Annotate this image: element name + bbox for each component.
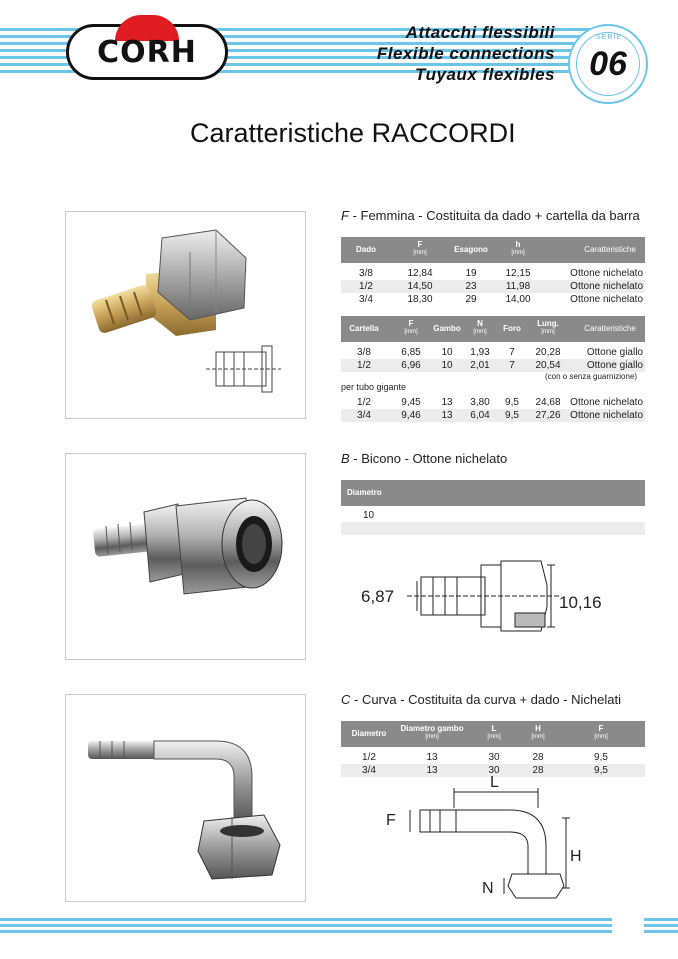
- col-header: Caratteristiche: [584, 324, 636, 333]
- title-french: Tuyaux flexibles: [415, 65, 555, 84]
- series-badge: [568, 24, 648, 104]
- brand-name: CORH: [97, 34, 197, 70]
- table-c: [341, 721, 645, 777]
- section-c-title: - Curva - Costituita da curva + dado - Nichelati: [350, 692, 621, 707]
- dim-bicone-right: 10,16: [559, 593, 602, 612]
- table-row: 1/2 13 30 28 9,5: [362, 752, 608, 763]
- dim-curve-f: F: [386, 812, 396, 829]
- title-italian: Attacchi flessibili: [405, 23, 555, 42]
- table-b-header: [341, 480, 645, 506]
- col-header: N [mm]: [473, 319, 487, 335]
- series-number: 06: [589, 44, 627, 83]
- section-c-heading: [341, 692, 621, 707]
- photo-female-fitting: [65, 211, 306, 419]
- table-f-nuts-header: [341, 237, 645, 263]
- page-title: Caratteristiche RACCORDI: [190, 118, 516, 148]
- col-header: F [mm]: [404, 319, 418, 335]
- col-header: F [mm]: [594, 724, 608, 740]
- photo-curved-fitting: [65, 694, 306, 902]
- catalog-titles: [377, 22, 555, 85]
- series-word: SERIE: [596, 34, 623, 41]
- title-english: Flexible connections: [376, 44, 555, 63]
- section-f-title: - Femmina - Costituita da dado + cartella da barra: [348, 208, 640, 223]
- section-b-title: - Bicono - Ottone nichelato: [349, 451, 508, 466]
- col-header: Gambo: [433, 324, 461, 333]
- col-header: Esagono: [454, 245, 488, 254]
- table-row: 3/4 18,30 29 14,00 Ottone nichelato: [359, 294, 643, 305]
- table-f-flares-header: [341, 316, 645, 342]
- drawing-curve: [370, 774, 590, 908]
- table-b: [341, 480, 645, 535]
- col-header: H [mm]: [531, 724, 545, 740]
- section-b-heading: [341, 451, 507, 466]
- col-header: Foro: [503, 324, 521, 333]
- table-c-header: [341, 721, 645, 747]
- table-f-nuts: [341, 237, 645, 306]
- section-f-code: F: [341, 208, 349, 223]
- brand-logo: [66, 24, 228, 80]
- photo-bicone-fitting: [65, 453, 306, 660]
- table-row: 3/8 12,84 19 12,15 Ottone nichelato: [359, 268, 643, 279]
- col-header: F [mm]: [413, 240, 427, 256]
- table-row: 10: [363, 510, 375, 521]
- col-header: Lung. [mm]: [537, 319, 559, 335]
- col-header: Caratteristiche: [584, 245, 636, 254]
- table-row: 3/4 13 30 28 9,5: [341, 764, 645, 777]
- col-header: L [mm]: [487, 724, 501, 740]
- dim-curve-h: H: [570, 848, 582, 865]
- table-row: 3/4 9,46 13 6,04 9,5 27,26 Ottone nichelato: [341, 409, 645, 422]
- section-f-heading: [341, 208, 640, 223]
- table-note: (con o senza guarnizione): [545, 372, 638, 381]
- table-subheading: per tubo gigante: [341, 382, 407, 392]
- table-row: 1/2 6,96 10 2,01 7 20,54 Ottone giallo: [341, 359, 645, 372]
- section-b-code: B: [341, 451, 350, 466]
- col-header: Diametro: [347, 488, 382, 497]
- table-row: 1/2 14,50 23 11,98 Ottone nichelato: [341, 280, 645, 293]
- dim-curve-n: N: [482, 880, 494, 897]
- dim-bicone-left: 6,87: [361, 587, 395, 606]
- table-row-empty: [341, 522, 645, 535]
- section-c-code: C: [341, 692, 351, 707]
- dim-curve-l: L: [490, 774, 499, 791]
- col-header: Diametro: [351, 729, 387, 738]
- table-f-flares: [341, 316, 645, 421]
- badge-ring: [576, 32, 640, 96]
- table-row: 1/2 9,45 13 3,80 9,5 24,68 Ottone nichelato: [357, 397, 643, 408]
- table-row: 3/8 6,85 10 1,93 7 20,28 Ottone giallo: [357, 347, 643, 358]
- footer-stripes: [0, 918, 678, 938]
- col-header: h [mm]: [511, 240, 525, 256]
- col-header: Dado: [356, 245, 376, 254]
- drawing-bicone: [341, 555, 641, 650]
- col-header: Diametro gambo [mm]: [400, 724, 464, 740]
- col-header: Cartella: [349, 324, 379, 333]
